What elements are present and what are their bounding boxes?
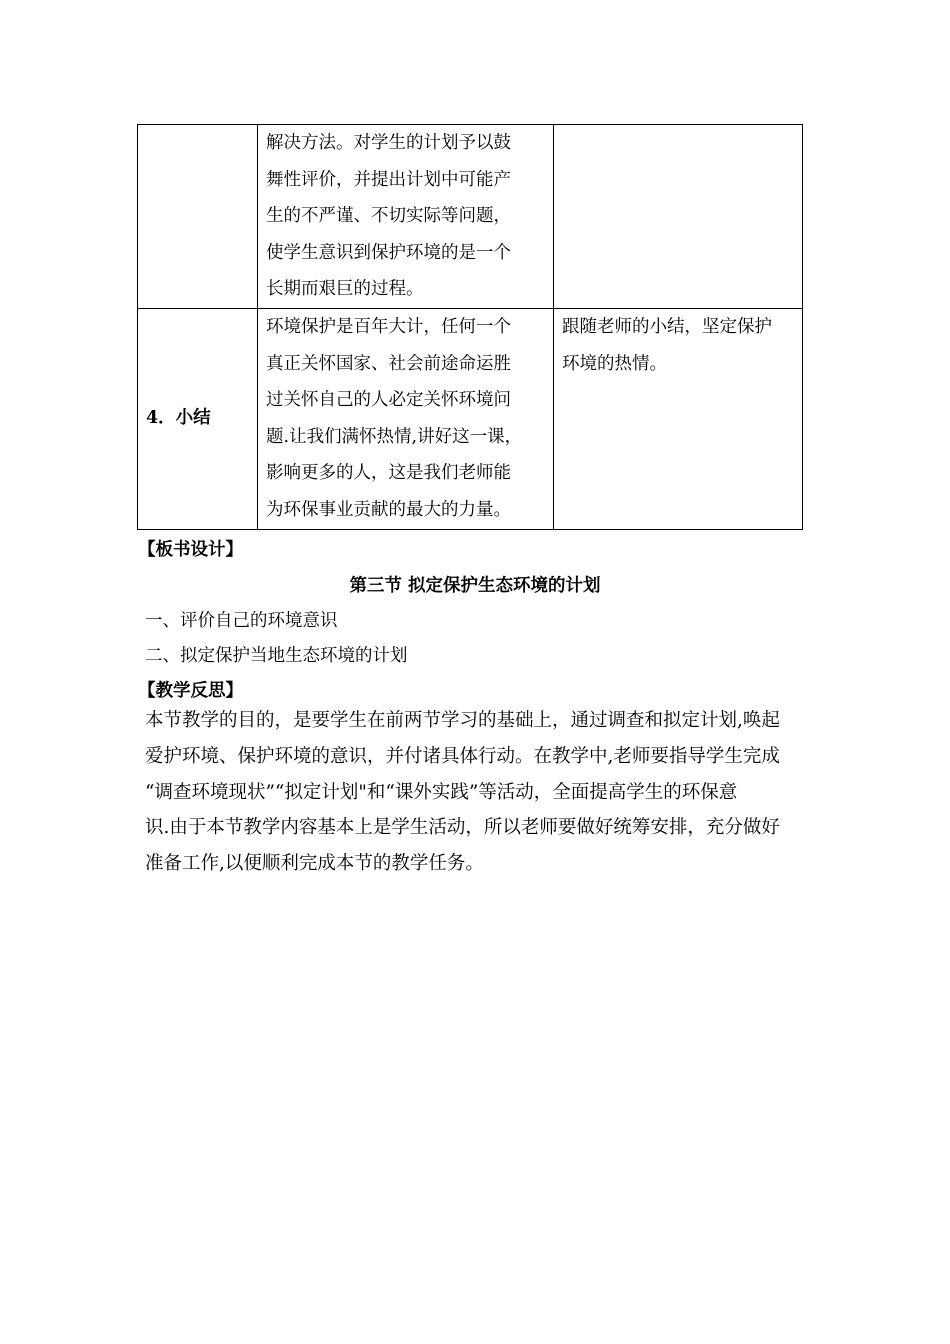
student-activity-cell — [554, 125, 803, 309]
step-cell — [138, 125, 258, 309]
teacher-activity-text: 环境保护是百年大计，任何一个 真正关怀国家、社会前途命运胜 过关怀自己的人必定关怀环境问 题.让我们满怀热情,讲好这一课， 影响更多的人，这是我们老师能 为环保事业贡献的最大的力量。 — [266, 316, 523, 520]
reflection-paragraph: 本节教学的目的，是要学生在前两节学习的基础上，通过调查和拟定计划,唤起 爱护环境、保护环境的意识，并付诸具体行动。在教学中,老师要指导学生完成 “调查环境现状”“拟定计划"和“课外实践”等活动，全面提高学生的环保意 识.由于本节教学内容基本上是学生活动，所以老师要做好统筹安排，充分做好 准备工作,以便顺利完成本节的教学任务。 — [145, 710, 780, 875]
teacher-activity-text: 解决方法。对学生的计划予以鼓 舞性评价，并提出计划中可能产 生的不严谨、不切实际等问题， 使学生意识到保护环境的是一个 长期而艰巨的过程。 — [266, 133, 511, 300]
table-row — [138, 308, 803, 529]
board-item: 一、评价自己的环境意识 — [145, 611, 338, 631]
board-design-title: 第三节 拟定保护生态环境的计划 — [349, 576, 601, 596]
student-activity-cell — [554, 308, 803, 529]
step-label: 4．小结 — [146, 408, 211, 429]
student-activity-text: 跟随老师的小结，坚定保护 环境的热情。 — [562, 316, 772, 374]
step-cell — [138, 308, 258, 529]
lesson-table — [137, 124, 803, 530]
board-design-heading: 【板书设计】 — [138, 540, 243, 560]
teacher-activity-cell — [258, 125, 554, 309]
board-item: 二、拟定保护当地生态环境的计划 — [145, 646, 408, 666]
teacher-activity-cell — [258, 308, 554, 529]
table-row — [138, 125, 803, 309]
reflection-heading: 【教学反思】 — [138, 681, 243, 701]
